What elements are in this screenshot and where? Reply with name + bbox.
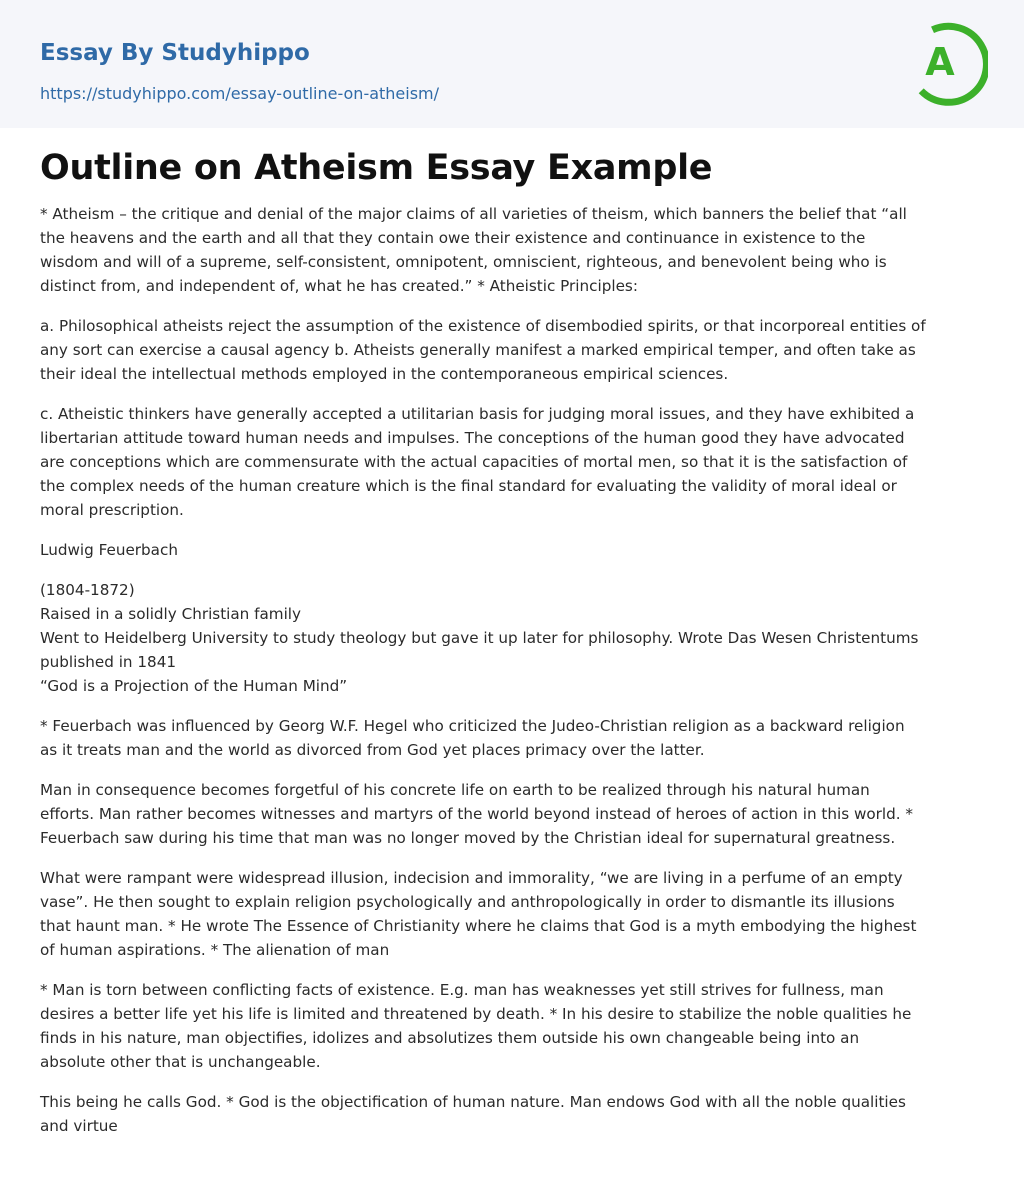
page-header: [0, 0, 1024, 128]
paragraph: [40, 866, 986, 962]
paragraph-line: and virtue: [40, 1117, 118, 1135]
article-paragraphs: [40, 202, 986, 1138]
paragraph-line: wisdom and will of a supreme, self-consistent, omnipotent, omniscient, righteous, and benevolent being who is: [40, 253, 887, 271]
paragraph-line: Feuerbach saw during his time that man was no longer moved by the Christian ideal for supernatural greatness.: [40, 829, 896, 847]
paragraph-line: any sort can exercise a causal agency b. Atheists generally manifest a marked empirical temper, and often take as: [40, 341, 916, 359]
site-brand-title[interactable]: Essay By Studyhippo: [40, 40, 310, 66]
paragraph: [40, 538, 986, 562]
paragraph-line: a. Philosophical atheists reject the assumption of the existence of disembodied spirits, or that incorporeal entities of: [40, 317, 926, 335]
paragraph-line: the complex needs of the human creature which is the final standard for evaluating the validity of moral ideal or: [40, 477, 897, 495]
paragraph-line: Raised in a solidly Christian family: [40, 605, 302, 623]
paragraph-line: What were rampant were widespread illusion, indecision and immorality, “we are living in a perfume of an empty: [40, 869, 903, 887]
paragraph-line: “God is a Projection of the Human Mind”: [40, 677, 348, 695]
paragraph-line: published in 1841: [40, 653, 177, 671]
paragraph-line: are conceptions which are commensurate with the actual capacities of mortal men, so that it is the satisfaction of: [40, 453, 908, 471]
paragraph-line: as it treats man and the world as divorced from God yet places primacy over the latter.: [40, 741, 705, 759]
paragraph-line: finds in his nature, man objectifies, idolizes and absolutizes them outside his own changeable being into an: [40, 1029, 860, 1047]
source-url-link[interactable]: https://studyhippo.com/essay-outline-on-atheism/: [40, 84, 440, 103]
paragraph-line: vase”. He then sought to explain religion psychologically and anthropologically in order to dismantle its illusions: [40, 893, 895, 911]
paragraph: [40, 1090, 986, 1138]
paragraph-line: * Man is torn between conflicting facts of existence. E.g. man has weaknesses yet still strives for fullness, man: [40, 981, 884, 999]
paragraph: [40, 202, 986, 298]
paragraph-line: of human aspirations. * The alienation of man: [40, 941, 390, 959]
paragraph-line: Man in consequence becomes forgetful of his concrete life on earth to be realized through his natural human: [40, 781, 870, 799]
paragraph: [40, 778, 986, 850]
paragraph-line: the heavens and the earth and all that they contain owe their existence and continuance in existence to the: [40, 229, 866, 247]
paragraph-line: (1804-1872): [40, 581, 135, 599]
paragraph-line: their ideal the intellectual methods employed in the contemporaneous empirical sciences.: [40, 365, 729, 383]
paragraph: [40, 314, 986, 386]
paragraph-line: Went to Heidelberg University to study theology but gave it up later for philosophy. Wrote Das Wesen Christentums: [40, 629, 919, 647]
paragraph-line: that haunt man. * He wrote The Essence of Christianity where he claims that God is a myth embodying the highest: [40, 917, 917, 935]
paragraph-line: distinct from, and independent of, what he has created.” * Atheistic Principles:: [40, 277, 638, 295]
paragraph: [40, 402, 986, 522]
paragraph: [40, 714, 986, 762]
paragraph: [40, 978, 986, 1074]
paragraph-line: Ludwig Feuerbach: [40, 541, 178, 559]
paragraph-line: * Atheism – the critique and denial of the major claims of all varieties of theism, which banners the belief that “all: [40, 205, 907, 223]
paragraph-line: moral prescription.: [40, 501, 184, 519]
paragraph-line: libertarian attitude toward human needs and impulses. The conceptions of the human good they have advocated: [40, 429, 905, 447]
paragraph-line: absolute other that is unchangeable.: [40, 1053, 321, 1071]
studyhippo-logo-icon[interactable]: [912, 18, 988, 106]
paragraph: [40, 578, 986, 698]
paragraph-line: This being he calls God. * God is the objectification of human nature. Man endows God with all the noble qualities: [40, 1093, 906, 1111]
paragraph-line: c. Atheistic thinkers have generally accepted a utilitarian basis for judging moral issues, and they have exhibited a: [40, 405, 915, 423]
paragraph-line: desires a better life yet his life is limited and threatened by death. * In his desire to stabilize the noble qualities he: [40, 1005, 912, 1023]
page-title: Outline on Atheism Essay Example: [40, 148, 713, 188]
paragraph-line: * Feuerbach was influenced by Georg W.F. Hegel who criticized the Judeo-Christian religion as a backward religion: [40, 717, 905, 735]
paragraph-line: efforts. Man rather becomes witnesses and martyrs of the world beyond instead of heroes of action in this world. *: [40, 805, 914, 823]
logo-letter: A: [925, 40, 955, 84]
article-body: [40, 140, 986, 1154]
